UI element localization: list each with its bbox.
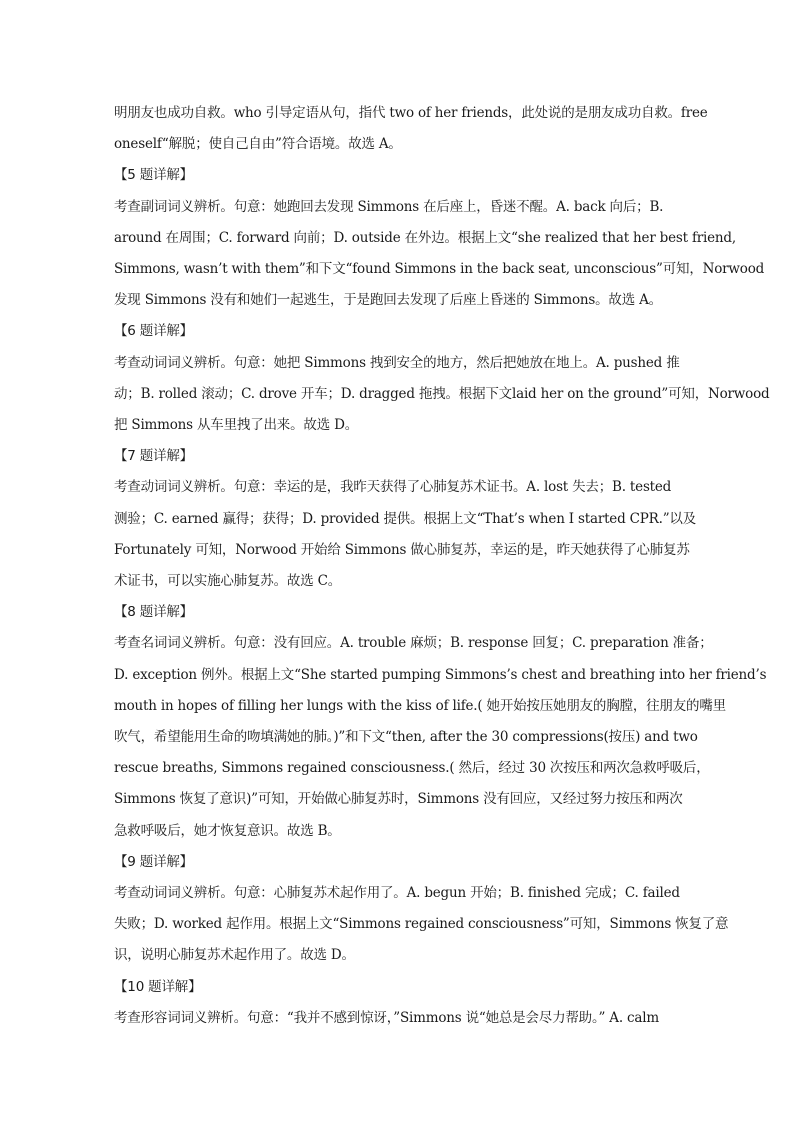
text-line: around 在周围；C. forward 向前；D. outside 在外边。根据上文“she realized that her best friend,	[114, 229, 736, 246]
text-line: 动；B. rolled 滚动；C. drove 开车；D. dragged 拖拽。根据下文laid her on the ground”可知，Norwood	[114, 385, 770, 402]
text-line: mouth in hopes of filling her lungs with the kiss of life.( 她开始按压她朋友的胸膛，往朋友的嘴里	[114, 697, 726, 714]
text-line: Simmons 恢复了意识)”可知，开始做心肺复苏时，Simmons 没有回应，又经过努力按压和两次	[114, 791, 683, 808]
section-heading: 【9 题详解】	[114, 853, 193, 870]
section-heading: 【6 题详解】	[114, 323, 193, 340]
text-line: 考查动词词义辨析。句意：她把 Simmons 拽到安全的地方，然后把她放在地上。A. pushed 推	[114, 354, 680, 371]
section-heading: 【8 题详解】	[114, 604, 193, 621]
text-line: 考查名词词义辨析。句意：没有回应。A. trouble 麻烦；B. response 回复；C. preparation 准备；	[114, 635, 713, 652]
text-line: 考查动词词义辨析。句意：心肺复苏术起作用了。A. begun 开始；B. finished 完成；C. failed	[114, 885, 680, 902]
text-line: 测验；C. earned 赢得；获得；D. provided 提供。根据上文“That’s when I started CPR.”以及	[114, 510, 697, 527]
text-line: 吹气，希望能用生命的吻填满她的肺。)”和下文“then, after the 30 compressions(按压) and two	[114, 729, 698, 746]
document-body	[114, 98, 770, 1034]
text-line: Simmons, wasn’t with them”和下文“found Simmons in the back seat, unconscious”可知，Norwood	[114, 261, 765, 278]
section-heading: 【5 题详解】	[114, 167, 193, 184]
text-line: 发现 Simmons 没有和她们一起逃生，于是跑回去发现了后座上昏迷的 Simmons。故选 A。	[114, 292, 662, 309]
text-line: 考查动词词义辨析。句意：幸运的是，我昨天获得了心肺复苏术证书。A. lost 失去；B. tested	[114, 479, 672, 496]
section-heading: 【10 题详解】	[114, 978, 202, 995]
text-line: Fortunately 可知，Norwood 开始给 Simmons 做心肺复苏，幸运的是，昨天她获得了心肺复苏	[114, 541, 690, 558]
text-line: rescue breaths, Simmons regained consciousness.( 然后，经过 30 次按压和两次急救呼吸后，	[114, 760, 710, 777]
text-line: 明朋友也成功自救。who 引导定语从句，指代 two of her friends，此处说的是朋友成功自救。free	[114, 105, 708, 121]
text-line: 考查形容词词义辨析。句意：“我并不感到惊讶，”Simmons 说“她总是会尽力帮助。” A. calm	[114, 1009, 659, 1026]
text-line: 急救呼吸后，她才恢复意识。故选 B。	[114, 822, 341, 839]
text-line: 术证书，可以实施心肺复苏。故选 C。	[114, 573, 342, 590]
text-line: 识，说明心肺复苏术起作用了。故选 D。	[114, 947, 355, 964]
text-line: 失败；D. worked 起作用。根据上文“Simmons regained consciousness”可知，Simmons 恢复了意	[114, 916, 729, 933]
text-line: oneself“解脱；使自己自由”符合语境。故选 A。	[114, 136, 402, 153]
section-heading: 【7 题详解】	[114, 448, 193, 465]
text-line: 把 Simmons 从车里拽了出来。故选 D。	[114, 417, 359, 434]
text-line: 考查副词词义辨析。句意：她跑回去发现 Simmons 在后座上，昏迷不醒。A. back 向后；B.	[114, 198, 664, 215]
text-line: D. exception 例外。根据上文“She started pumping Simmons’s chest and breathing into her friend’s	[114, 666, 767, 683]
